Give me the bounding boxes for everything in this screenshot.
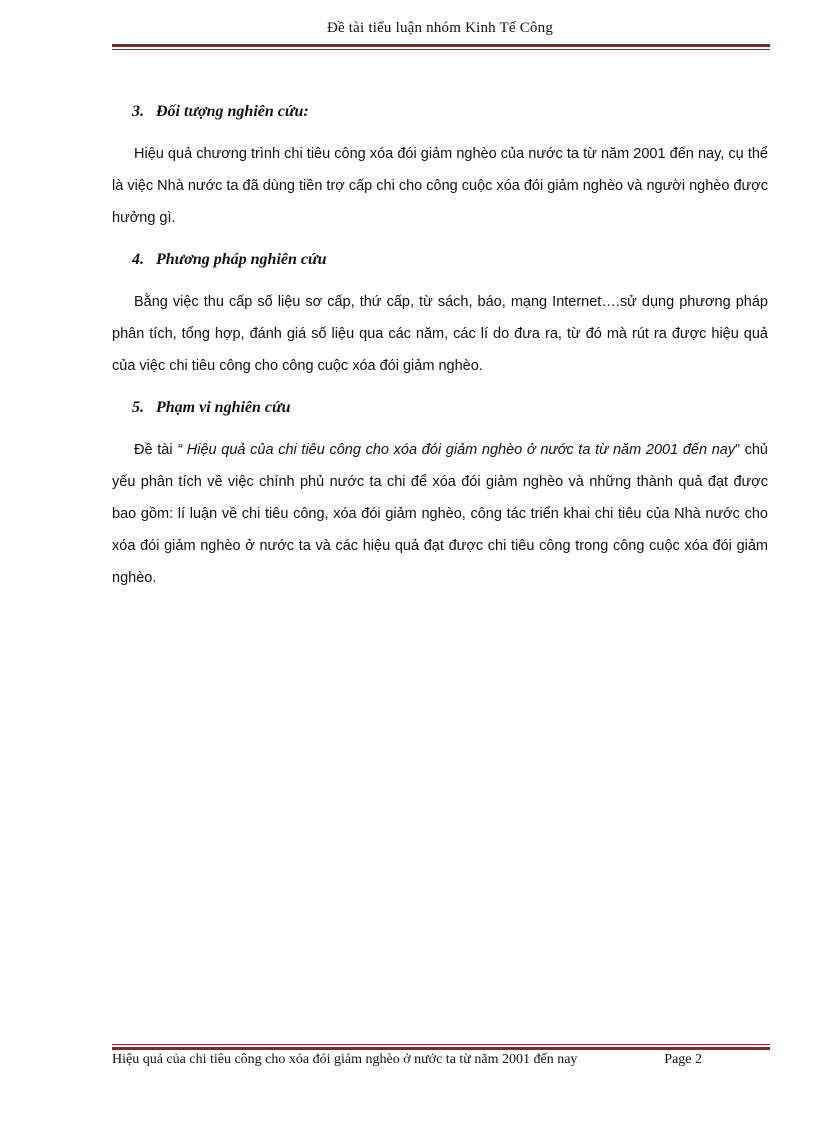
section-paragraph-5: [112, 434, 768, 594]
document-body: [112, 100, 768, 608]
page-footer: [112, 1052, 770, 1068]
section-paragraph-4: Bằng việc thu cấp số liệu sơ cấp, thứ cấp, từ sách, báo, mạng Internet….sử dụng phương pháp phân tích, tổng hợp, đánh giá số liệu qua các năm, các lí do đưa ra, từ đó mà rút ra được hiệu quả của việc chi tiêu công cho công cuộc xóa đói giảm nghèo.: [112, 294, 768, 374]
header-rule: [112, 44, 770, 50]
section-title: Phạm vi nghiên cứu: [156, 399, 291, 416]
section-number: 4.: [132, 251, 144, 268]
footer-text: Hiệu quả của chi tiêu công cho xóa đói giảm nghèo ở nước ta từ năm 2001 đến nay: [112, 1052, 578, 1067]
section-heading-4: [112, 248, 768, 272]
paragraph-suffix: ” chủ yếu phân tích về việc chính phủ nước ta chi để xóa đói giảm nghèo và những thành quả đạt được bao gồm: lí luận về chi tiêu công, xóa đói giảm nghèo, công tác triển khai chi tiêu của Nhà nước cho xóa đói giảm nghèo ở nước ta và các hiệu quả đạt được chi tiêu công trong công cuộc xóa đói giảm nghèo.: [112, 442, 768, 586]
section-heading-5: [112, 396, 768, 420]
topic-title-quote: “ Hiệu quả của chi tiêu công cho xóa đói giảm nghèo ở nước ta từ năm 2001 đến nay: [177, 442, 736, 458]
section-number: 5.: [132, 399, 144, 416]
page-number: Page 2: [664, 1052, 702, 1067]
section-paragraph-3: Hiệu quả chương trình chi tiêu công xóa đói giảm nghèo của nước ta từ năm 2001 đến nay, cụ thể là việc Nhà nước ta đã dùng tiền trợ cấp chi cho công cuộc xóa đói giảm nghèo và người nghèo được hưởng gì.: [112, 146, 768, 226]
section-heading-3: [112, 100, 768, 124]
paragraph-prefix: Đề tài: [134, 442, 178, 458]
footer-rule: [112, 1044, 770, 1050]
page-header: Đề tài tiểu luận nhóm Kinh Tế Công: [326, 20, 554, 36]
section-title: Đối tượng nghiên cứu:: [156, 103, 309, 120]
section-title: Phương pháp nghiên cứu: [156, 251, 327, 268]
section-number: 3.: [132, 103, 144, 120]
